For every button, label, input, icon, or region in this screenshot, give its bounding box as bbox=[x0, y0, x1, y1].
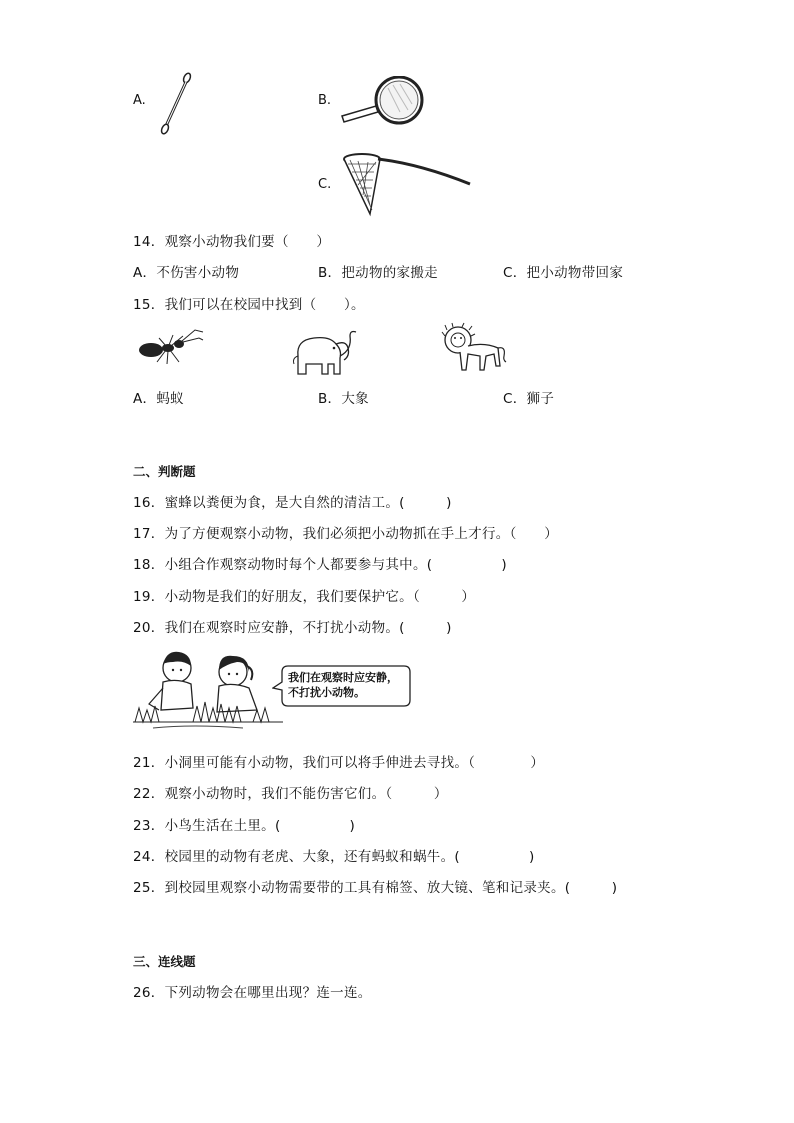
elephant-image bbox=[290, 326, 360, 380]
lion-image bbox=[440, 322, 510, 378]
q15-option-c: C．狮子 bbox=[503, 391, 555, 407]
speech-line-1: 我们在观察时应安静， bbox=[288, 671, 398, 684]
q15-option-b: B．大象 bbox=[318, 391, 369, 407]
question-20: 20．我们在观察时应安静，不打扰小动物。( ) bbox=[133, 620, 452, 636]
question-22: 22．观察小动物时，我们不能伤害它们。（ ） bbox=[133, 786, 448, 802]
q15-option-a: A．蚂蚁 bbox=[133, 391, 184, 407]
question-19: 19．小动物是我们的好朋友，我们要保护它。（ ） bbox=[133, 589, 476, 605]
section-3-title: 三、连线题 bbox=[133, 954, 196, 969]
option-a-label: A. bbox=[133, 93, 146, 108]
cotton-swab-image bbox=[158, 72, 194, 136]
question-26: 26．下列动物会在哪里出现？连一连。 bbox=[133, 985, 372, 1001]
question-21: 21．小洞里可能有小动物，我们可以将手伸进去寻找。（ ） bbox=[133, 755, 545, 771]
question-15: 15．我们可以在校园中找到（ ）。 bbox=[133, 297, 365, 313]
speech-line-2: 不打扰小动物。 bbox=[288, 686, 365, 699]
question-23: 23．小鸟生活在土里。( ) bbox=[133, 818, 356, 834]
q14-option-a: A．不伤害小动物 bbox=[133, 265, 240, 281]
question-24: 24．校园里的动物有老虎、大象，还有蚂蚁和蜗牛。( ) bbox=[133, 849, 535, 865]
question-18: 18．小组合作观察动物时每个人都要参与其中。( ) bbox=[133, 557, 507, 573]
option-b-label: B. bbox=[318, 93, 332, 108]
speech-bubble bbox=[272, 664, 412, 708]
q14-option-b: B．把动物的家搬走 bbox=[318, 265, 438, 281]
question-14: 14．观察小动物我们要（ ） bbox=[133, 234, 331, 250]
butterfly-net-image bbox=[340, 150, 474, 218]
ant-image bbox=[133, 326, 205, 366]
question-25: 25．到校园里观察小动物需要带的工具有棉签、放大镜、笔和记录夹。( ) bbox=[133, 880, 618, 896]
magnifier-image bbox=[340, 76, 428, 126]
children-observing-image bbox=[133, 648, 283, 734]
question-16: 16．蜜蜂以粪便为食，是大自然的清洁工。( ) bbox=[133, 495, 452, 511]
q14-option-c: C．把小动物带回家 bbox=[503, 265, 624, 281]
option-c-label: C. bbox=[318, 177, 332, 192]
section-2-title: 二、判断题 bbox=[133, 464, 196, 479]
question-17: 17．为了方便观察小动物，我们必须把小动物抓在手上才行。（ ） bbox=[133, 526, 559, 542]
